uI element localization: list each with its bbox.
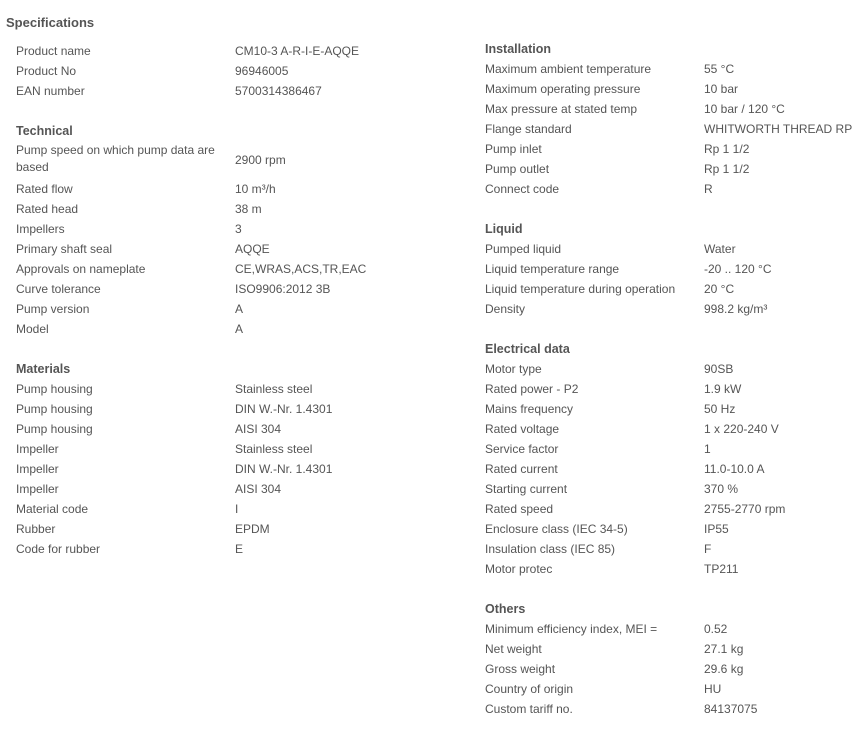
spec-value: 10 bar / 120 °C [704, 102, 785, 116]
spec-value: 84137075 [704, 702, 758, 716]
spec-label: Starting current [485, 482, 568, 496]
spec-label: Connect code [485, 182, 560, 196]
spec-label: Pump outlet [485, 162, 550, 176]
spec-value: E [235, 542, 244, 556]
spec-row [16, 279, 331, 299]
spec-label: Gross weight [485, 662, 556, 676]
spec-row [485, 539, 712, 559]
spec-label: Pump housing [16, 402, 93, 416]
spec-value: 1 x 220-240 V [704, 422, 779, 436]
spec-row [485, 119, 853, 139]
spec-label: Flange standard [485, 122, 572, 136]
spec-row [485, 439, 711, 459]
spec-row [16, 439, 313, 459]
spec-label: Insulation class (IEC 85) [485, 542, 616, 556]
spec-label: Model [16, 322, 49, 336]
spec-label: Material code [16, 502, 89, 516]
spec-row [16, 499, 239, 519]
spec-value: HU [704, 682, 722, 696]
spec-label: Mains frequency [485, 402, 574, 416]
spec-label: Rated speed [485, 502, 554, 516]
spec-label: Service factor [485, 442, 559, 456]
spec-label: Minimum efficiency index, MEI = [485, 622, 658, 636]
section-title: Technical [16, 124, 73, 138]
spec-row [485, 519, 729, 539]
spec-value: 5700314386467 [235, 84, 322, 98]
spec-label: Pump housing [16, 422, 93, 436]
technical-section [16, 121, 367, 339]
spec-row [485, 679, 722, 699]
spec-label: Rated head [16, 202, 79, 216]
spec-value: WHITWORTH THREAD RP [704, 122, 853, 136]
spec-label: Product No [16, 64, 77, 78]
spec-row [16, 199, 262, 219]
spec-value: DIN W.-Nr. 1.4301 [235, 402, 333, 416]
spec-row [16, 239, 270, 259]
spec-value: 998.2 kg/m³ [704, 302, 768, 316]
spec-row [485, 479, 739, 499]
spec-label: Liquid temperature during operation [485, 282, 676, 296]
spec-value: 55 °C [704, 62, 735, 76]
spec-value: 370 % [704, 482, 739, 496]
spec-label: Code for rubber [16, 542, 101, 556]
spec-label: Pump housing [16, 382, 93, 396]
spec-row [485, 639, 744, 659]
spec-value: Rp 1 1/2 [704, 142, 750, 156]
spec-value: Water [704, 242, 736, 256]
spec-value: 1 [704, 442, 711, 456]
spec-value: TP211 [704, 562, 739, 576]
spec-value: 20 °C [704, 282, 735, 296]
spec-value: Stainless steel [235, 442, 313, 456]
spec-row [16, 419, 282, 439]
spec-value: 2900 rpm [235, 153, 286, 167]
spec-row [485, 159, 750, 179]
spec-value: 10 m³/h [235, 182, 276, 196]
spec-label: Enclosure class (IEC 34-5) [485, 522, 628, 536]
spec-row [485, 139, 750, 159]
spec-label: Pump inlet [485, 142, 542, 156]
spec-label: Pumped liquid [485, 242, 562, 256]
spec-row [16, 259, 367, 279]
spec-row [485, 699, 758, 719]
spec-value: R [704, 182, 713, 196]
spec-value: 90SB [704, 362, 734, 376]
spec-label: Motor type [485, 362, 542, 376]
spec-row [485, 379, 742, 399]
spec-row [485, 239, 736, 259]
section-title: Installation [485, 42, 551, 56]
spec-row [16, 459, 333, 479]
spec-label: Pump version [16, 302, 90, 316]
spec-value: 96946005 [235, 64, 289, 78]
spec-label: Custom tariff no. [485, 702, 573, 716]
spec-value: 10 bar [704, 82, 739, 96]
spec-label: Rubber [16, 522, 56, 536]
spec-row [485, 359, 734, 379]
spec-label: Product name [16, 44, 91, 58]
spec-row [16, 519, 270, 539]
spec-label: Maximum operating pressure [485, 82, 641, 96]
spec-row [485, 659, 744, 679]
spec-row [16, 319, 244, 339]
spec-row [485, 399, 736, 419]
spec-value: 0.52 [704, 622, 728, 636]
spec-value: I [235, 502, 239, 516]
spec-value: 29.6 kg [704, 662, 744, 676]
spec-value: A [235, 302, 244, 316]
spec-row [485, 499, 786, 519]
spec-label: Primary shaft seal [16, 242, 113, 256]
spec-value: CE,WRAS,ACS,TR,EAC [235, 262, 367, 276]
spec-row [16, 179, 276, 199]
spec-value: 2755-2770 rpm [704, 502, 786, 516]
spec-row [485, 559, 739, 579]
spec-label: Density [485, 302, 526, 316]
section-title: Materials [16, 362, 71, 376]
spec-label: Maximum ambient temperature [485, 62, 652, 76]
spec-row [16, 399, 333, 419]
spec-row [485, 99, 785, 119]
spec-value: AQQE [235, 242, 270, 256]
spec-label: Rated voltage [485, 422, 560, 436]
spec-label: Max pressure at stated temp [485, 102, 638, 116]
installation-section [485, 39, 853, 199]
spec-row [485, 79, 739, 99]
spec-label: Impellers [16, 222, 65, 236]
spec-label: Country of origin [485, 682, 574, 696]
section-title: Liquid [485, 222, 523, 236]
spec-value: 11.0-10.0 A [704, 462, 765, 476]
spec-row [16, 539, 244, 559]
spec-label: Impeller [16, 482, 59, 496]
spec-label: Approvals on nameplate [16, 262, 146, 276]
spec-value: 1.9 kW [704, 382, 742, 396]
spec-label: Rated current [485, 462, 558, 476]
spec-label: Impeller [16, 442, 59, 456]
spec-row [485, 279, 735, 299]
spec-value: DIN W.-Nr. 1.4301 [235, 462, 333, 476]
spec-row [485, 59, 735, 79]
liquid-section [485, 219, 772, 319]
page-title: Specifications [6, 15, 95, 30]
spec-row [485, 619, 728, 639]
spec-value: ISO9906:2012 3B [235, 282, 331, 296]
others-section [485, 599, 758, 719]
spec-row [485, 259, 772, 279]
spec-value: EPDM [235, 522, 270, 536]
spec-label: Net weight [485, 642, 542, 656]
spec-value: Stainless steel [235, 382, 313, 396]
spec-value: 27.1 kg [704, 642, 744, 656]
spec-label: Rated power - P2 [485, 382, 579, 396]
spec-row [485, 419, 779, 439]
section-title: Others [485, 602, 526, 616]
section-title: Electrical data [485, 342, 570, 356]
spec-value: A [235, 322, 244, 336]
spec-row [485, 459, 765, 479]
materials-section [16, 359, 333, 559]
spec-value: AISI 304 [235, 422, 282, 436]
spec-label: EAN number [16, 84, 85, 98]
spec-row [16, 141, 286, 178]
spec-row [485, 299, 768, 319]
spec-value: -20 .. 120 °C [704, 262, 772, 276]
spec-label: Curve tolerance [16, 282, 101, 296]
electrical-section [485, 339, 786, 579]
spec-value: CM10-3 A-R-I-E-AQQE [235, 44, 360, 58]
spec-value: 3 [235, 222, 242, 236]
spec-label: Rated flow [16, 182, 73, 196]
spec-value: IP55 [704, 522, 729, 536]
spec-value: F [704, 542, 712, 556]
spec-label: Impeller [16, 462, 59, 476]
spec-row [485, 179, 713, 199]
spec-row [16, 299, 244, 319]
spec-row [16, 479, 282, 499]
spec-label: Motor protec [485, 562, 553, 576]
spec-row [16, 379, 313, 399]
spec-label: Pump speed on which pump data are based [16, 143, 215, 174]
spec-value: 50 Hz [704, 402, 736, 416]
spec-label: Liquid temperature range [485, 262, 620, 276]
spec-value: AISI 304 [235, 482, 282, 496]
spec-value: Rp 1 1/2 [704, 162, 750, 176]
spec-row [16, 219, 242, 239]
spec-value: 38 m [235, 202, 262, 216]
